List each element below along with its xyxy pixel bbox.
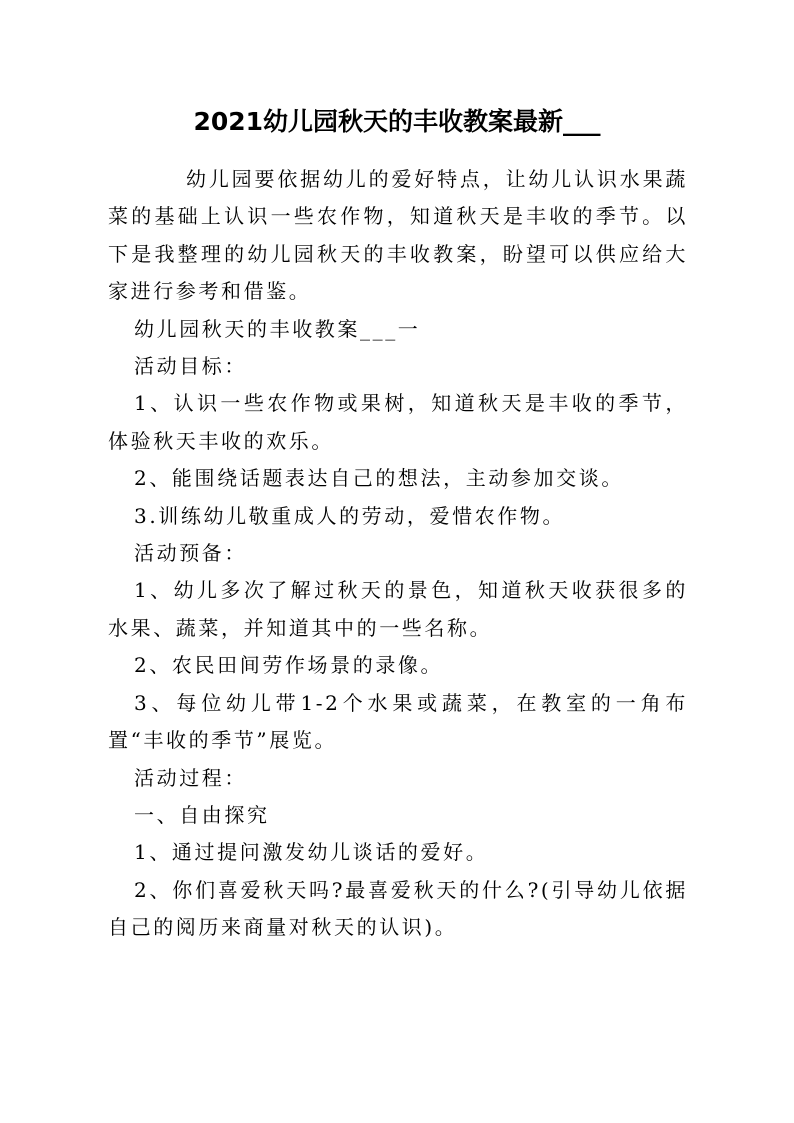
goals-heading: 活动目标： (134, 354, 247, 379)
prep-item: 3、每位幼儿带1-2个水果或蔬菜，在教室的一角布置“丰收的季节”展览。 (108, 690, 688, 753)
process-item: 1、通过提问激发幼儿谈话的爱好。 (134, 840, 489, 865)
prep-item: 2、农民田间劳作场景的录像。 (134, 653, 444, 678)
goal-item: 2、能围绕话题表达自己的想法，主动参加交谈。 (134, 466, 624, 491)
prep-heading: 活动预备： (134, 541, 247, 566)
process-heading: 活动过程： (134, 765, 247, 790)
process-subheading: 一、自由探究 (134, 802, 270, 827)
process-item: 2、你们喜爱秋天吗?最喜爱秋天的什么?(引导幼儿依据自己的阅历来商量对秋天的认识)。 (108, 877, 688, 940)
goal-item: 3.训练幼儿敬重成人的劳动，爱惜农作物。 (134, 503, 566, 528)
goal-item: 1、认识一些农作物或果树，知道秋天是丰收的季节，体验秋天丰收的欢乐。 (108, 391, 688, 453)
section-title: 幼儿园秋天的丰收教案___一 (134, 316, 421, 341)
document-body (108, 161, 688, 947)
intro-paragraph: 幼儿园要依据幼儿的爱好特点，让幼儿认识水果蔬菜的基础上认识一些农作物，知道秋天是丰收的季节。以下是我整理的幼儿园秋天的丰收教案，盼望可以供应给大家进行参考和借鉴。 (108, 167, 688, 304)
document-title: 2021幼儿园秋天的丰收教案最新___ (193, 107, 601, 136)
prep-item: 1、幼儿多次了解过秋天的景色，知道秋天收获很多的水果、蔬菜，并知道其中的一些名称。 (108, 578, 688, 640)
